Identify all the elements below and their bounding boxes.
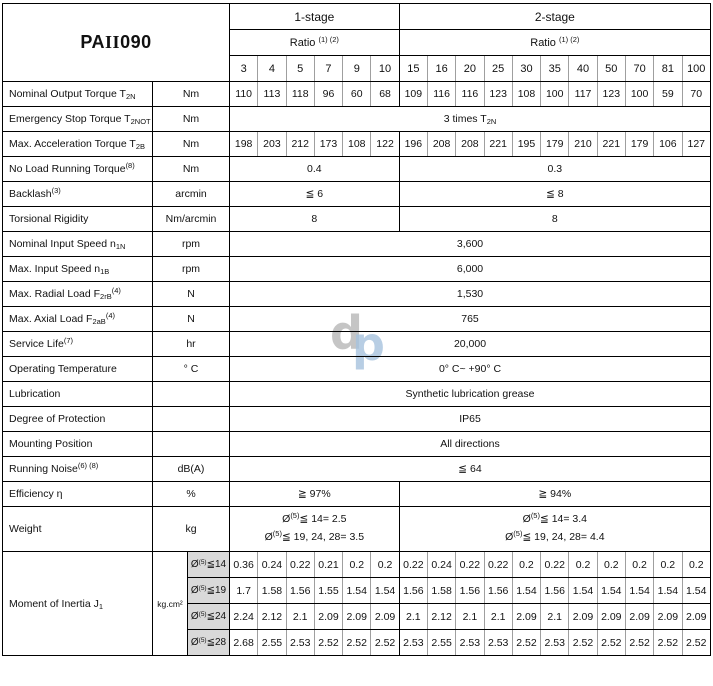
value-cell: 2.52 (597, 630, 625, 656)
value-cell: 0.2 (682, 552, 711, 578)
value-cell: 2.1 (456, 604, 484, 630)
row-unit: rpm (153, 257, 230, 282)
value-cell: 2.09 (597, 604, 625, 630)
value-cell: 221 (484, 132, 512, 157)
row-unit (153, 432, 230, 457)
value-cell: 60 (343, 82, 371, 107)
value-cell: 2.1 (541, 604, 569, 630)
value-cell: 1.54 (569, 578, 597, 604)
table-row (3, 232, 711, 257)
diameter-cell: $Ø^{(5)}≦24$ (188, 604, 230, 630)
value-cell-span: 1,530 (230, 282, 711, 307)
spec-table-body (3, 82, 711, 656)
header-row-stages (3, 4, 711, 30)
table-row (3, 332, 711, 357)
value-cell: 1.54 (371, 578, 399, 604)
row-unit: Nm (153, 157, 230, 182)
stage2-header: 2-stage (399, 4, 710, 30)
ratio-value: 5 (286, 56, 314, 82)
value-cell: 0.2 (512, 552, 540, 578)
watermark-letter-d: d (330, 306, 363, 360)
table-row (3, 482, 711, 507)
row-unit: kg (153, 507, 230, 552)
value-cell: 208 (456, 132, 484, 157)
value-cell: 2.12 (427, 604, 455, 630)
value-cell: 2.24 (230, 604, 258, 630)
spec-table-head (3, 4, 711, 82)
value-cell-stage2: 8 (399, 207, 710, 232)
value-cell: 2.09 (625, 604, 653, 630)
value-cell: 116 (427, 82, 455, 107)
ratio-value: 40 (569, 56, 597, 82)
value-cell: 1.58 (427, 578, 455, 604)
ratio-value: 7 (314, 56, 342, 82)
ratio-value: 10 (371, 56, 399, 82)
value-cell: 0.22 (456, 552, 484, 578)
table-row (3, 82, 711, 107)
ratio-value: 70 (625, 56, 653, 82)
value-cell-stage2: ≦ 8 (399, 182, 710, 207)
value-cell: 2.09 (314, 604, 342, 630)
row-label: Weight (3, 507, 153, 552)
ratio-value: 35 (541, 56, 569, 82)
value-cell: 195 (512, 132, 540, 157)
value-cell: 2.52 (569, 630, 597, 656)
value-cell-span: IP65 (230, 407, 711, 432)
value-cell: 0.21 (314, 552, 342, 578)
value-cell-stage1: 0.4 (230, 157, 400, 182)
value-cell: 2.09 (682, 604, 711, 630)
value-cell: 212 (286, 132, 314, 157)
value-cell: 2.1 (286, 604, 314, 630)
value-cell: 2.55 (427, 630, 455, 656)
value-cell: 0.22 (541, 552, 569, 578)
value-cell: 123 (484, 82, 512, 107)
ratio-value: 20 (456, 56, 484, 82)
table-row (3, 132, 711, 157)
stage1-ratio-label: Ratio $^{(1) (2)}$ (230, 30, 400, 56)
row-label: Nominal Input Speed $n_{1N}$ (3, 232, 153, 257)
value-cell: 1.54 (654, 578, 682, 604)
value-cell-span: 765 (230, 307, 711, 332)
value-cell: 0.2 (343, 552, 371, 578)
row-label: No Load Running Torque$^{(8)}$ (3, 157, 153, 182)
row-label: Lubrication (3, 382, 153, 407)
row-label: Mounting Position (3, 432, 153, 457)
value-cell: 1.56 (399, 578, 427, 604)
value-cell-span: 6,000 (230, 257, 711, 282)
value-cell: 117 (569, 82, 597, 107)
value-cell: 173 (314, 132, 342, 157)
row-label: Backlash$^{(3)}$ (3, 182, 153, 207)
value-cell: 221 (597, 132, 625, 157)
row-label: Operating Temperature (3, 357, 153, 382)
table-row (3, 257, 711, 282)
table-row (3, 282, 711, 307)
value-cell: 2.52 (654, 630, 682, 656)
row-label: Efficiency η (3, 482, 153, 507)
value-cell: 0.2 (597, 552, 625, 578)
ratio-value: 50 (597, 56, 625, 82)
value-cell-span: 20,000 (230, 332, 711, 357)
value-cell: 59 (654, 82, 682, 107)
value-cell: 1.54 (625, 578, 653, 604)
value-cell: 2.1 (484, 604, 512, 630)
value-cell-span: Synthetic lubrication grease (230, 382, 711, 407)
value-cell: 0.2 (654, 552, 682, 578)
row-unit: Nm (153, 107, 230, 132)
row-unit: dB(A) (153, 457, 230, 482)
row-label: Emergency Stop Torque $T_{2NOT}$ (3, 107, 153, 132)
value-cell: 0.2 (371, 552, 399, 578)
value-cell: 100 (625, 82, 653, 107)
value-cell: 2.53 (456, 630, 484, 656)
value-cell: 1.56 (286, 578, 314, 604)
value-cell: 116 (456, 82, 484, 107)
value-cell: 2.53 (484, 630, 512, 656)
value-cell: 106 (654, 132, 682, 157)
row-unit: Nm (153, 132, 230, 157)
row-label: Moment of Inertia $J_1$ (3, 552, 153, 656)
value-cell: 109 (399, 82, 427, 107)
ratio-value: 81 (654, 56, 682, 82)
value-cell: 118 (286, 82, 314, 107)
row-label: Running Noise$^{(6) (8)}$ (3, 457, 153, 482)
product-title: PAII090 (3, 4, 230, 82)
value-cell: 2.55 (258, 630, 286, 656)
value-cell-stage1: ≦ 6 (230, 182, 400, 207)
row-unit: N (153, 282, 230, 307)
diameter-cell: $Ø^{(5)}≦28$ (188, 630, 230, 656)
value-cell-stage2: ≧ 94% (399, 482, 710, 507)
value-cell: 2.52 (625, 630, 653, 656)
value-cell: 203 (258, 132, 286, 157)
value-cell: 1.56 (484, 578, 512, 604)
row-label: Service Life$^{(7)}$ (3, 332, 153, 357)
table-row (3, 407, 711, 432)
table-row (3, 382, 711, 407)
ratio-value: 30 (512, 56, 540, 82)
value-cell: 1.58 (258, 578, 286, 604)
inertia-row (3, 552, 711, 578)
row-label: Torsional Rigidity (3, 207, 153, 232)
value-cell: 113 (258, 82, 286, 107)
value-cell-span: 0° C~ +90° C (230, 357, 711, 382)
value-cell: 0.22 (286, 552, 314, 578)
ratio-value: 3 (230, 56, 258, 82)
diameter-cell: $Ø^{(5)}≦19$ (188, 578, 230, 604)
value-cell: 2.52 (512, 630, 540, 656)
ratio-value: 15 (399, 56, 427, 82)
table-row (3, 357, 711, 382)
value-cell: 1.55 (314, 578, 342, 604)
value-cell: 110 (230, 82, 258, 107)
table-row (3, 107, 711, 132)
row-unit: hr (153, 332, 230, 357)
value-cell: 208 (427, 132, 455, 157)
table-row (3, 307, 711, 332)
ratio-value: 25 (484, 56, 512, 82)
value-cell-stage2: $Ø^{(5)}≦$ 14= 3.4 $Ø^{(5)}≦$ 19, 24, 28= 4.4 (399, 507, 710, 552)
row-label: Max. Acceleration Torque $T_{2B}$ (3, 132, 153, 157)
value-cell: 70 (682, 82, 711, 107)
value-cell: 2.09 (512, 604, 540, 630)
row-unit: % (153, 482, 230, 507)
row-unit: kg.cm² (153, 552, 188, 656)
value-cell: 123 (597, 82, 625, 107)
value-cell: 1.56 (456, 578, 484, 604)
row-label: Max. Input Speed $n_{1B}$ (3, 257, 153, 282)
value-cell: 108 (343, 132, 371, 157)
value-cell: 0.24 (258, 552, 286, 578)
value-cell-span: All directions (230, 432, 711, 457)
row-unit: N (153, 307, 230, 332)
value-cell: 2.53 (541, 630, 569, 656)
table-row (3, 157, 711, 182)
table-row (3, 457, 711, 482)
value-cell: 1.54 (343, 578, 371, 604)
value-cell: 1.54 (682, 578, 711, 604)
row-label: Max. Radial Load $F_{2rB}^{(4)}$ (3, 282, 153, 307)
value-cell: 100 (541, 82, 569, 107)
value-cell-stage2: 0.3 (399, 157, 710, 182)
value-cell: 2.53 (286, 630, 314, 656)
row-label: Max. Axial Load $F_{2aB}^{(4)}$ (3, 307, 153, 332)
row-label: Degree of Protection (3, 407, 153, 432)
value-cell-span: ≦ 64 (230, 457, 711, 482)
value-cell: 0.22 (399, 552, 427, 578)
ratio-value: 16 (427, 56, 455, 82)
stage2-ratio-label: Ratio $^{(1) (2)}$ (399, 30, 710, 56)
value-cell: 198 (230, 132, 258, 157)
row-unit: Nm (153, 82, 230, 107)
row-label: Nominal Output Torque $T_{2N}$ (3, 82, 153, 107)
value-cell: 2.52 (314, 630, 342, 656)
value-cell: 1.54 (597, 578, 625, 604)
value-cell: 2.68 (230, 630, 258, 656)
value-cell: 2.09 (371, 604, 399, 630)
value-cell: 2.53 (399, 630, 427, 656)
value-cell: 2.52 (682, 630, 711, 656)
value-cell-stage1: $Ø^{(5)}≦$ 14= 2.5 $Ø^{(5)}≦$ 19, 24, 28= 3.5 (230, 507, 400, 552)
value-cell: 2.09 (654, 604, 682, 630)
diameter-cell: $Ø^{(5)}≦14$ (188, 552, 230, 578)
value-cell-span: 3,600 (230, 232, 711, 257)
value-cell: 127 (682, 132, 711, 157)
table-row (3, 507, 711, 552)
spec-table (2, 3, 711, 656)
value-cell: 196 (399, 132, 427, 157)
value-cell: 1.54 (512, 578, 540, 604)
value-cell-span: 3 times $T_{2N}$ (230, 107, 711, 132)
value-cell: 0.2 (569, 552, 597, 578)
value-cell: 0.22 (484, 552, 512, 578)
value-cell: 0.2 (625, 552, 653, 578)
row-unit (153, 407, 230, 432)
value-cell: 122 (371, 132, 399, 157)
value-cell: 179 (541, 132, 569, 157)
ratio-value: 100 (682, 56, 711, 82)
row-unit: Nm/arcmin (153, 207, 230, 232)
row-unit: arcmin (153, 182, 230, 207)
table-row (3, 207, 711, 232)
value-cell: 1.7 (230, 578, 258, 604)
value-cell: 0.36 (230, 552, 258, 578)
value-cell: 2.52 (343, 630, 371, 656)
value-cell: 2.52 (371, 630, 399, 656)
value-cell: 68 (371, 82, 399, 107)
value-cell: 0.24 (427, 552, 455, 578)
value-cell: 2.09 (343, 604, 371, 630)
row-unit: ° C (153, 357, 230, 382)
row-unit: rpm (153, 232, 230, 257)
value-cell: 2.09 (569, 604, 597, 630)
value-cell: 1.56 (541, 578, 569, 604)
value-cell: 179 (625, 132, 653, 157)
value-cell: 210 (569, 132, 597, 157)
value-cell: 96 (314, 82, 342, 107)
ratio-value: 4 (258, 56, 286, 82)
stage1-header: 1-stage (230, 4, 400, 30)
row-unit (153, 382, 230, 407)
watermark-letter-p: p (352, 317, 385, 371)
value-cell: 2.12 (258, 604, 286, 630)
table-row (3, 182, 711, 207)
table-row (3, 432, 711, 457)
value-cell-stage1: ≧ 97% (230, 482, 400, 507)
value-cell: 108 (512, 82, 540, 107)
value-cell-stage1: 8 (230, 207, 400, 232)
value-cell: 2.1 (399, 604, 427, 630)
ratio-value: 9 (343, 56, 371, 82)
